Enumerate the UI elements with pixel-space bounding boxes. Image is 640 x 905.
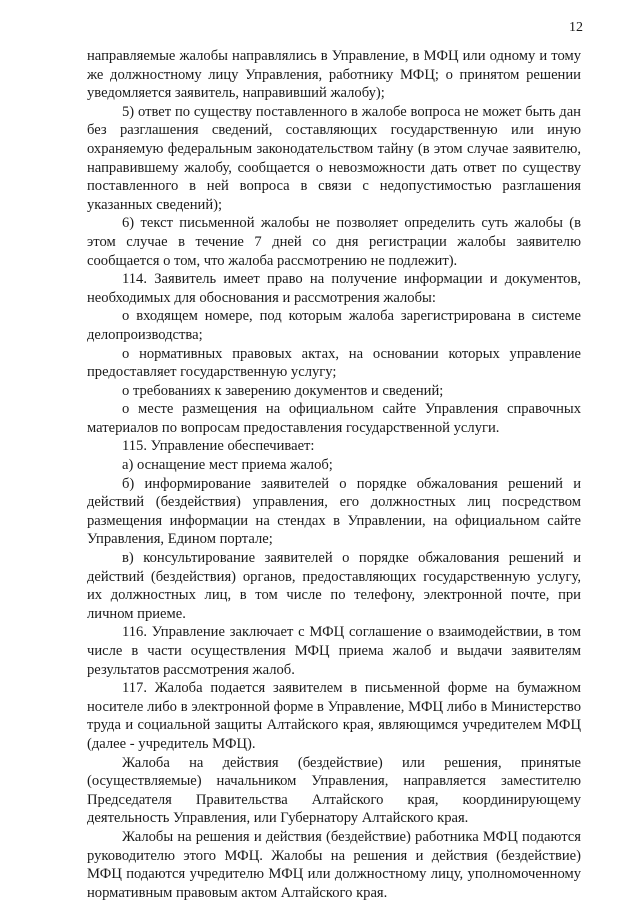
paragraph: Жалоба на действия (бездействие) или решения, принятые (осуществляемые) начальником Управления, направляется заместителю Председателя Правительства Алтайского края, координирующему деятельность Управления, или Губернатору Алтайского края. [87,754,581,827]
paragraph: о нормативных правовых актах, на основании которых управление предоставляет государственную услугу; [87,345,581,381]
paragraph: в) консультирование заявителей о порядке обжалования решений и действий (бездействия) органов, предоставляющих государственную услугу, их должностных лиц, в том числе по телефону, электронной почте, при личном приеме. [87,550,581,622]
paragraph: о месте размещения на официальном сайте Управления справочных материалов по вопросам предоставления государственной услуги. [87,401,581,436]
paragraph: 116. Управление заключает с МФЦ соглашение о взаимодействии, в том числе в части осуществления МФЦ приема жалоб и выдачи заявителям результатов рассмотрения жалоб. [87,624,581,678]
document-body [87,47,581,902]
paragraph: а) оснащение мест приема жалоб; [122,457,333,474]
paragraph: 5) ответ по существу поставленного в жалобе вопроса не может быть дан без разглашения сведений, составляющих государственную или иную охраняемую федеральным законодательством тайну (в этом случае заявителю, направившему жалобу, сообщается о невозможности дать ответ по существу поставленного в ней вопроса в связи с недопустимостью разглашения указанных сведений); [87,103,581,213]
paragraph: 114. Заявитель имеет право на получение информации и документов, необходимых для обоснования и рассмотрения жалобы: [87,271,581,306]
page-number: 12 [569,20,583,35]
paragraph: о требованиях к заверению документов и сведений; [122,382,444,399]
paragraph: Жалобы на решения и действия (бездействие) работника МФЦ подаются руководителю этого МФЦ. Жалобы на решения и действия (бездействие) МФЦ подаются учредителю МФЦ или должностному лицу, уполномоченному нормативным правовым актом Алтайского края. [87,828,581,901]
paragraph: 6) текст письменной жалобы не позволяет определить суть жалобы (в этом случае в течение 7 дней со дня регистрации жалобы заявителю сообщается о том, что жалоба рассмотрению не подлежит). [87,215,581,269]
paragraph: б) информирование заявителей о порядке обжалования решений и действий (бездействия) управления, его должностных лиц посредством размещения информации на стендах в Управлении, на официальном сайте Управления, Едином портале; [87,475,581,548]
paragraph: о входящем номере, под которым жалоба зарегистрирована в системе делопроизводства; [87,308,581,343]
paragraph: направляемые жалобы направлялись в Управление, в МФЦ или одному и тому же должностному лицу Управления, работнику МФЦ; о принятом решении уведомляется заявитель, направивший жалобу); [87,48,581,102]
paragraph: 117. Жалоба подается заявителем в письменной форме на бумажном носителе либо в электронной форме в Управление, МФЦ либо в Министерство труда и социальной защиты Алтайского края, являющимся учредителем МФЦ (далее - учредитель МФЦ). [87,680,581,752]
paragraph: 115. Управление обеспечивает: [122,438,315,455]
